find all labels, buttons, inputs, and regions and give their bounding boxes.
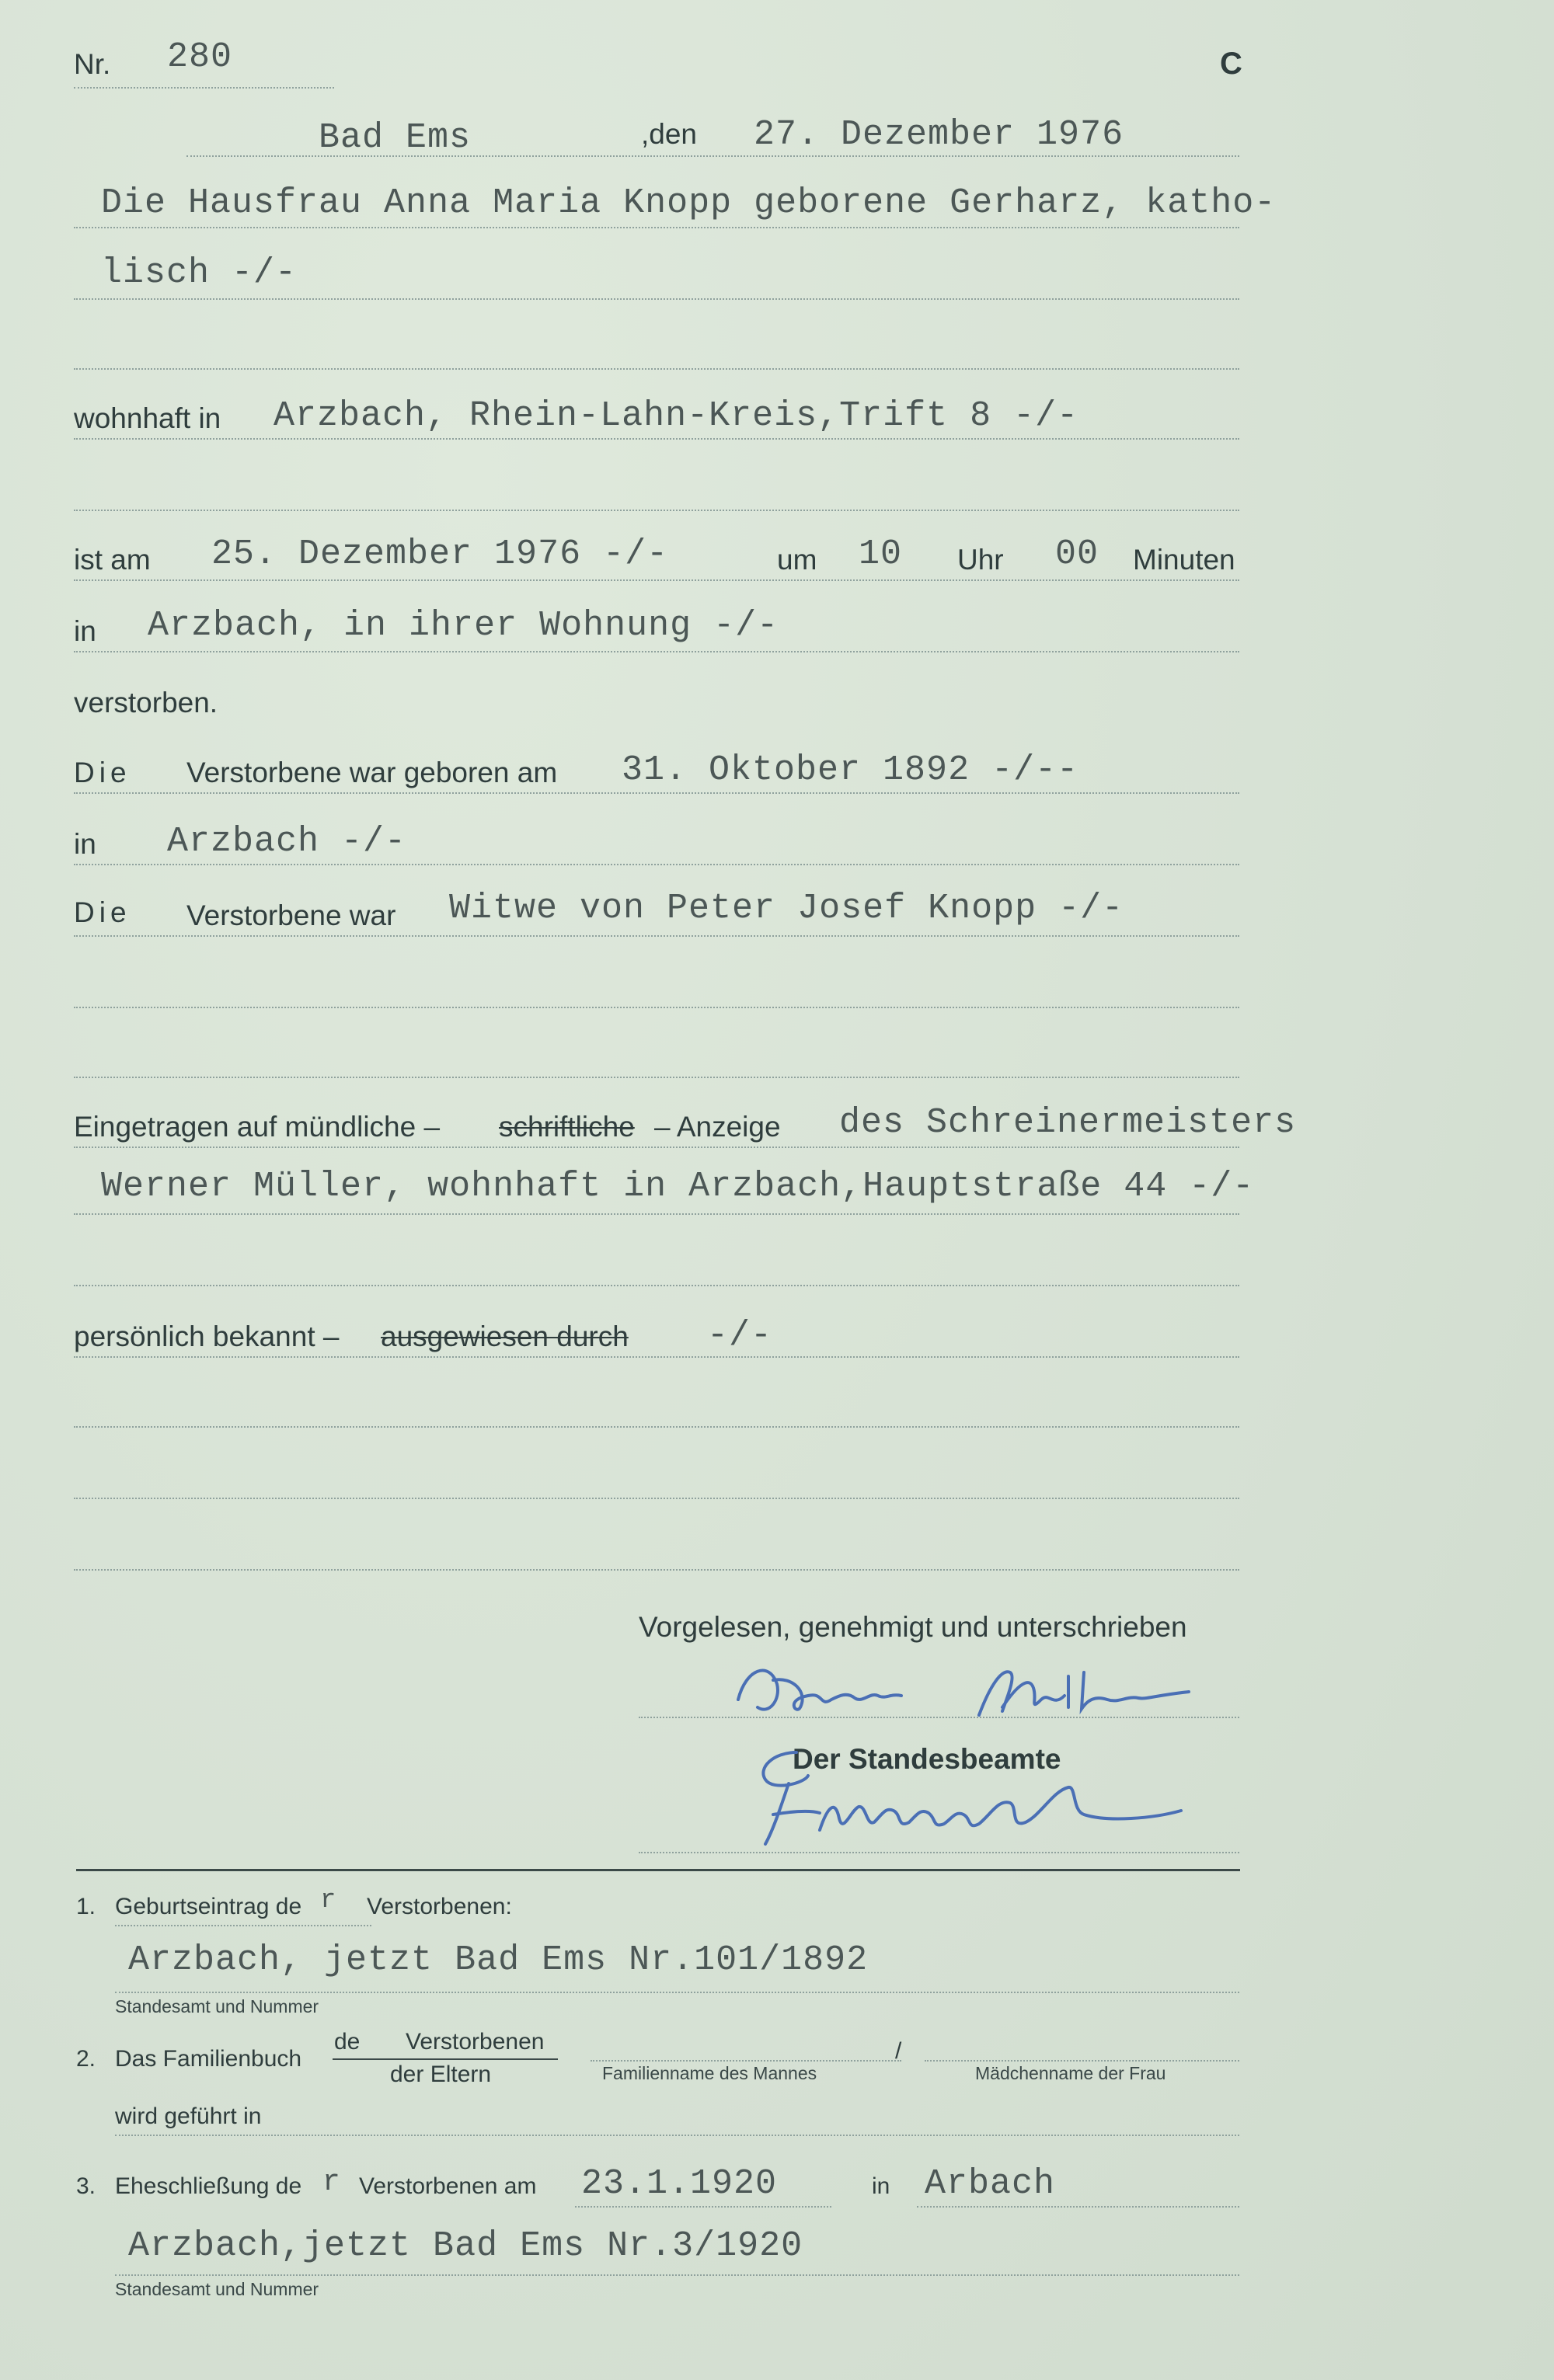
residence-value: Arzbach, Rhein-Lahn-Kreis,Trift 8 -/- [274, 396, 1079, 436]
report-label-a: Eingetragen auf mündliche – [74, 1111, 441, 1143]
blank-rule-2 [74, 510, 1239, 511]
birth-in-label: in [74, 828, 96, 860]
death-place: Arzbach, in ihrer Wohnung -/- [148, 606, 779, 645]
note2-bottom: der Eltern [390, 2062, 492, 2087]
ist-am-label: ist am [74, 544, 151, 576]
birth-die-label: Die [74, 757, 131, 788]
birth-place-rule [74, 864, 1239, 865]
note1-number: 1. [76, 1894, 96, 1919]
note2-fraction-bar [333, 2058, 558, 2060]
note3-place: Arbach [925, 2164, 1056, 2204]
header-line [186, 155, 1239, 157]
death-minutes: 00 [1055, 534, 1099, 574]
person-line1-rule [74, 227, 1239, 228]
note1-label-rule [115, 1925, 371, 1926]
death-hour: 10 [859, 534, 903, 574]
blank-rule-4 [74, 1077, 1239, 1078]
status-rule [74, 935, 1239, 937]
note1-label: Geburtseintrag de [115, 1894, 302, 1919]
note1-caption: Standesamt und Nummer [115, 1996, 319, 2016]
death-place-rule [74, 651, 1239, 652]
nr-label: Nr. [74, 48, 111, 80]
note2-rule-a [591, 2060, 901, 2062]
report-rule-2 [74, 1213, 1239, 1215]
birth-date-rule [74, 792, 1239, 794]
report-label-struck: schriftliche [499, 1111, 635, 1143]
note3-label-b: Verstorbenen am [359, 2173, 537, 2199]
birth-place: Arzbach -/- [167, 822, 407, 861]
note3-value: Arzbach,jetzt Bad Ems Nr.3/1920 [128, 2226, 803, 2266]
minuten-label: Minuten [1133, 544, 1235, 576]
birth-label: Verstorbene war geboren am [186, 757, 558, 788]
um-label: um [777, 544, 817, 576]
note3-in-label: in [872, 2173, 890, 2199]
note2-caption-a: Familienname des Mannes [602, 2063, 817, 2083]
blank-rule-3 [74, 1007, 1239, 1008]
note2-slash: / [895, 2038, 902, 2064]
section-divider [76, 1869, 1240, 1871]
note3-place-rule [917, 2206, 1239, 2208]
signature-rule-1 [639, 1717, 1239, 1718]
identity-label-struck: ausgewiesen durch [381, 1320, 629, 1352]
note2-rule-b [925, 2060, 1239, 2062]
birth-date: 31. Oktober 1892 -/-- [622, 750, 1079, 790]
note3-caption: Standesamt und Nummer [115, 2279, 319, 2299]
note2-label: Das Familienbuch [115, 2046, 302, 2072]
note2-top: Verstorbenen [406, 2029, 545, 2055]
place-value: Bad Ems [319, 118, 472, 158]
note2-footer: wird geführt in [115, 2103, 262, 2129]
residence-label: wohnhaft in [74, 402, 221, 434]
note3-date: 23.1.1920 [581, 2164, 778, 2204]
person-line2-rule [74, 298, 1239, 300]
verstorben-label: verstorben. [74, 687, 218, 719]
identity-value: -/- [707, 1316, 773, 1355]
note2-caption-b: Mädchenname der Frau [975, 2063, 1166, 2083]
death-in-label: in [74, 615, 96, 647]
blank-rule-5 [74, 1285, 1239, 1286]
read-approved-label: Vorgelesen, genehmigt und unterschrieben [639, 1611, 1187, 1643]
note3-rule [115, 2274, 1239, 2276]
blank-rule-8 [74, 1569, 1239, 1571]
person-line1: Die Hausfrau Anna Maria Knopp geborene Gerharz, katho- [101, 183, 1277, 223]
blank-rule-1 [74, 368, 1239, 370]
nr-line [74, 87, 334, 89]
note1-suffix: r [320, 1886, 337, 1915]
death-date: 25. Dezember 1976 -/- [211, 534, 669, 574]
note3-suffix: r [322, 2166, 341, 2199]
status-value: Witwe von Peter Josef Knopp -/- [449, 889, 1124, 928]
note3-date-rule [575, 2206, 831, 2208]
uhr-label: Uhr [957, 544, 1004, 576]
note2-number: 2. [76, 2046, 96, 2072]
note1-value: Arzbach, jetzt Bad Ems Nr.101/1892 [128, 1940, 869, 1980]
note2-de: de [334, 2029, 361, 2055]
report-rule-1 [74, 1147, 1239, 1148]
status-die-label: Die [74, 896, 131, 928]
identity-rule [74, 1356, 1239, 1358]
den-label: ,den [641, 118, 698, 150]
note1-label-b: Verstorbenen: [367, 1894, 512, 1919]
note1-rule [115, 1992, 1239, 1993]
blank-rule-6 [74, 1426, 1239, 1428]
residence-rule [74, 438, 1239, 440]
death-date-rule [74, 579, 1239, 581]
signature-standesbeamte [742, 1737, 1208, 1853]
signature-werner-mueller [723, 1653, 1204, 1731]
report-value2: Werner Müller, wohnhaft in Arzbach,Hauptstraße 44 -/- [101, 1167, 1255, 1206]
blank-rule-7 [74, 1498, 1239, 1499]
official-label: Der Standesbeamte [793, 1743, 1061, 1775]
note3-label: Eheschließung de [115, 2173, 302, 2199]
nr-value: 280 [167, 37, 233, 77]
status-label: Verstorbene war [186, 899, 396, 931]
person-line2: lisch -/- [101, 253, 298, 293]
report-value1: des Schreinermeisters [839, 1103, 1297, 1143]
note2-footer-rule [115, 2135, 1239, 2136]
signature-rule-2 [639, 1852, 1239, 1853]
report-label-b: – Anzeige [654, 1111, 781, 1143]
date-value: 27. Dezember 1976 [754, 115, 1124, 155]
identity-label-a: persönlich bekannt – [74, 1320, 340, 1352]
corner-mark: C [1220, 47, 1242, 81]
note3-number: 3. [76, 2173, 96, 2199]
